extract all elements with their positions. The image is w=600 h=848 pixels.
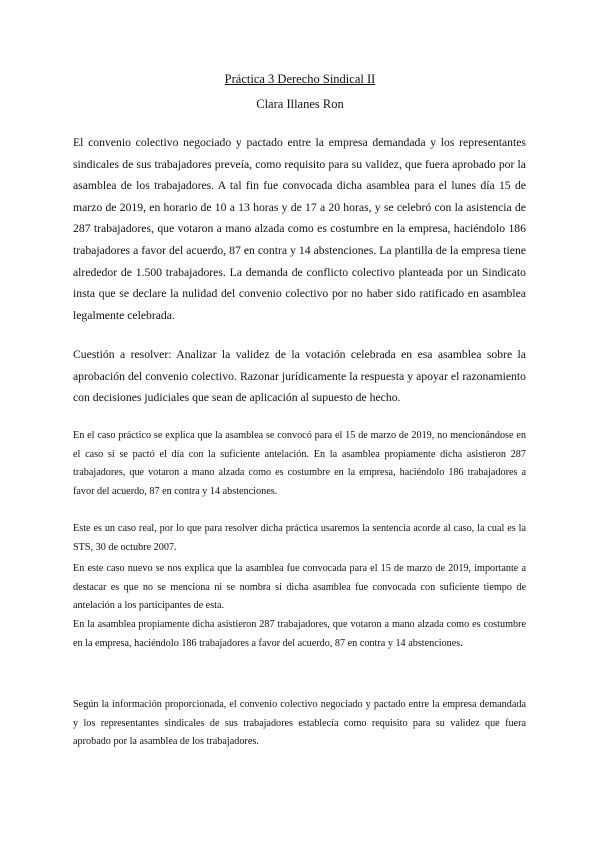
- answer-paragraph-4: En la asamblea propiamente dicha asistieron 287 trabajadores, que votaron a mano alzada como es costumbre en la empresa, haciéndolo 186 trabajadores a favor del acuerdo, 87 en contra y 14 abstenciones.: [73, 619, 526, 649]
- answer-paragraph-2: Este es un caso real, por lo que para resolver dicha práctica usaremos la sentencia acorde al caso, la cual es la STS, 30 de octubre 2007.: [73, 523, 526, 553]
- document-author: Clara Illanes Ron: [256, 97, 344, 111]
- question-paragraph: Cuestión a resolver: Analizar la validez de la votación celebrada en esa asamblea sobre la aprobación del convenio colectivo. Razonar jurídicamente la respuesta y apoyar el razonamiento con decisiones judiciales que sean de aplicación al supuesto de hecho.: [73, 348, 526, 405]
- answer-paragraph-3: En este caso nuevo se nos explica que la asamblea fue convocada para el 15 de marzo de 2019, importante a destacar es que no se menciona ni se nombra si dicha asamblea fue convocada con suficiente tiempo de antelación a los participantes de esta.: [73, 563, 526, 612]
- answer-paragraph-1: En el caso práctico se explica que la asamblea se convocó para el 15 de marzo de 2019, no mencionándose en el caso si se pactó el día con la suficiente antelación. En la asamblea propiamente dicha asistieron 287 trabajadores, que votaron a mano alzada como es costumbre en la empresa, haciéndolo 186 trabajadores a favor del acuerdo, 87 en contra y 14 abstenciones.: [73, 430, 526, 497]
- case-statement-paragraph: El convenio colectivo negociado y pactado entre la empresa demandada y los representantes sindicales de sus trabajadores preveía, como requisito para su validez, que fuera aprobado por la asamblea de los trabajadores. A tal fin fue convocada dicha asamblea para el lunes día 15 de marzo de 2019, en horario de 10 a 13 horas y de 17 a 20 horas, y se celebró con la asistencia de 287 trabajadores, que votaron a mano alzada como es costumbre en la empresa, haciéndolo 186 trabajadores a favor del acuerdo, 87 en contra y 14 abstenciones. La plantilla de la empresa tiene alrededor de 1.500 trabajadores. La demanda de conflicto colectivo planteada por un Sindicato insta que se declare la nulidad del convenio colectivo por no haber sido ratificado en asamblea legalmente celebrada.: [73, 136, 526, 322]
- document-title: Práctica 3 Derecho Sindical II: [224, 72, 376, 86]
- answer-paragraph-5: Según la información proporcionada, el convenio colectivo negociado y pactado entre la empresa demandada y los representantes sindicales de sus trabajadores establecía como requisito para su validez que fuera aprobado por la asamblea de los trabajadores.: [73, 699, 526, 748]
